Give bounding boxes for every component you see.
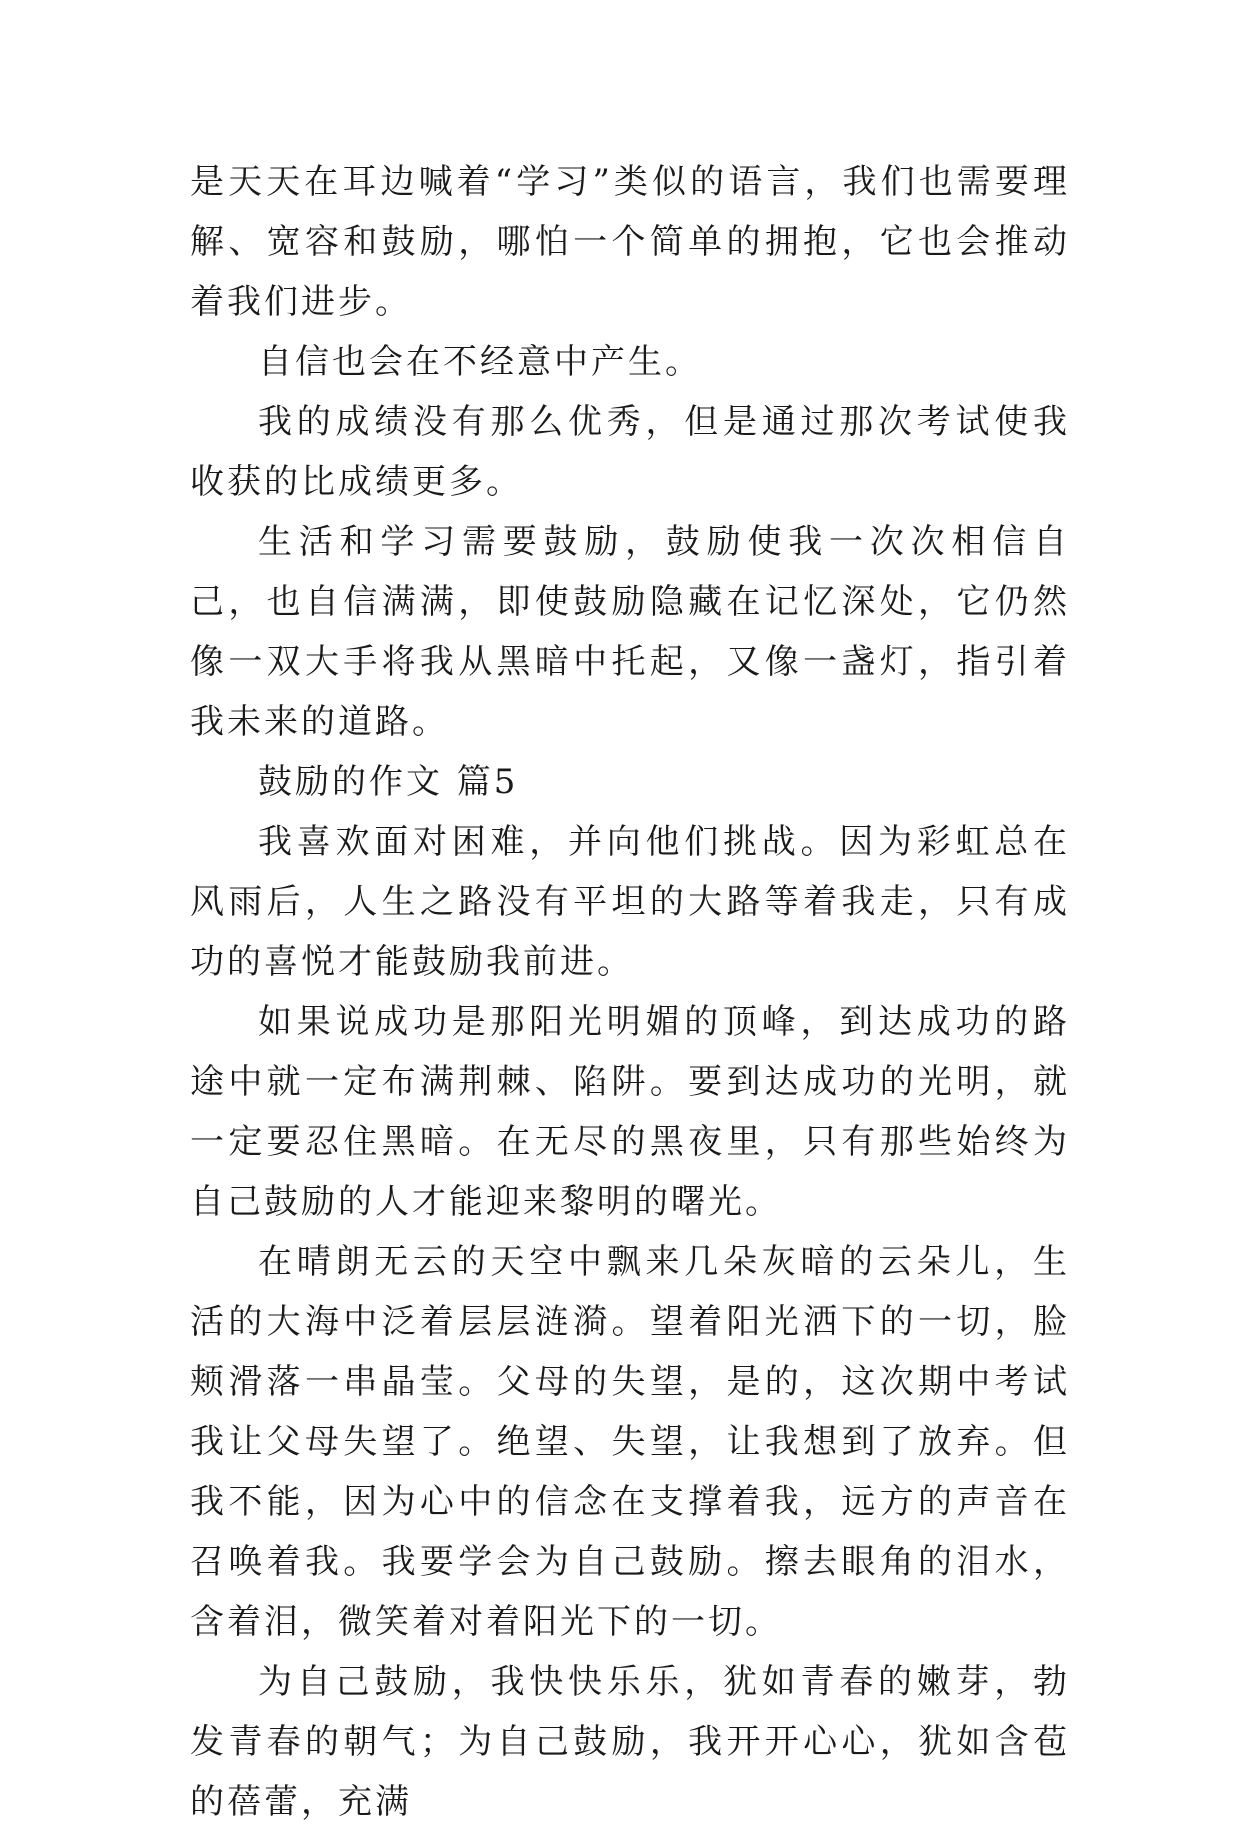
paragraph: 我的成绩没有那么优秀，但是通过那次考试使我收获的比成绩更多。 — [190, 402, 1070, 502]
section-heading: 鼓励的作文 篇5 — [258, 762, 519, 802]
paragraph: 自信也会在不经意中产生。 — [258, 342, 702, 382]
document-body — [190, 152, 1070, 1832]
paragraph: 生活和学习需要鼓励，鼓励使我一次次相信自己，也自信满满，即使鼓励隐藏在记忆深处，它仍然像一双大手将我从黑暗中托起，又像一盏灯，指引着我未来的道路。 — [190, 522, 1070, 742]
paragraph-continuation: 是天天在耳边喊着“学习”类似的语言，我们也需要理解、宽容和鼓励，哪怕一个简单的拥抱，它也会推动着我们进步。 — [190, 162, 1070, 322]
paragraph: 我喜欢面对困难，并向他们挑战。因为彩虹总在风雨后，人生之路没有平坦的大路等着我走，只有成功的喜悦才能鼓励我前进。 — [190, 822, 1070, 982]
paragraph: 如果说成功是那阳光明媚的顶峰，到达成功的路途中就一定布满荆棘、陷阱。要到达成功的光明，就一定要忍住黑暗。在无尽的黑夜里，只有那些始终为自己鼓励的人才能迎来黎明的曙光。 — [190, 1002, 1070, 1222]
paragraph: 为自己鼓励，我快快乐乐，犹如青春的嫩芽，勃发青春的朝气；为自己鼓励，我开开心心，犹如含苞的蓓蕾，充满 — [190, 1662, 1070, 1822]
paragraph: 在晴朗无云的天空中飘来几朵灰暗的云朵儿，生活的大海中泛着层层涟漪。望着阳光洒下的一切，脸颊滑落一串晶莹。父母的失望，是的，这次期中考试我让父母失望了。绝望、失望，让我想到了放弃。但我不能，因为心中的信念在支撑着我，远方的声音在召唤着我。我要学会为自己鼓励。擦去眼角的泪水，含着泪，微笑着对着阳光下的一切。 — [190, 1242, 1070, 1642]
